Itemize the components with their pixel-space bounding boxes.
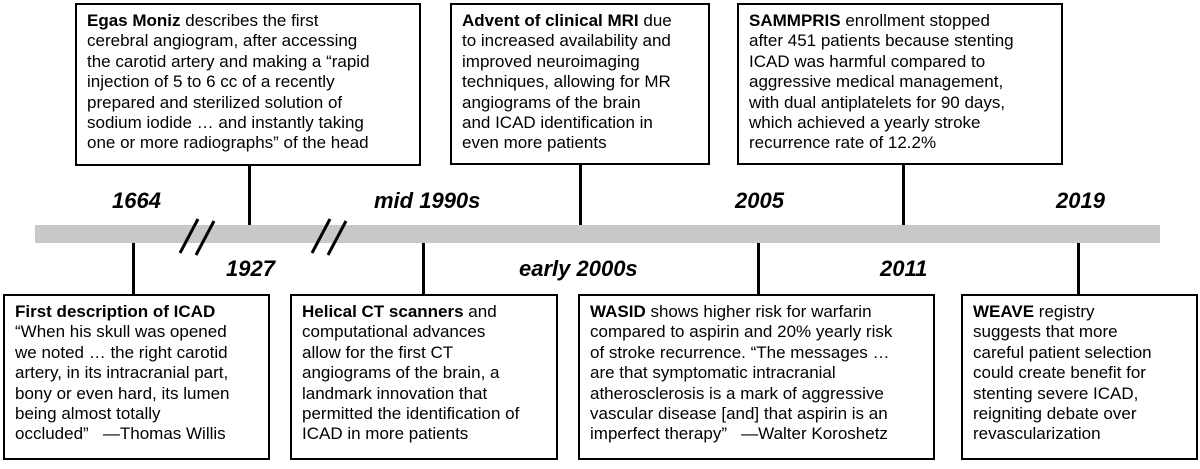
event-text-line: vascular disease [and] that aspirin is an bbox=[590, 404, 888, 424]
event-text-line: enrollment stopped bbox=[840, 11, 990, 30]
event-text-line: landmark innovation that bbox=[302, 383, 488, 403]
connector-1927 bbox=[248, 166, 251, 225]
event-label: First description of ICAD bbox=[15, 302, 216, 321]
event-text-line: suggests that more bbox=[973, 322, 1118, 342]
connector-2019 bbox=[1077, 243, 1080, 294]
event-text-line: registry bbox=[1034, 302, 1095, 321]
connector-2005 bbox=[757, 243, 760, 294]
event-text-line: aggressive medical management, bbox=[749, 72, 1004, 92]
event-text-line: atherosclerosis is a mark of aggressive bbox=[590, 383, 884, 403]
event-text-line: recurrence rate of 12.2% bbox=[749, 133, 937, 153]
event-label: SAMMPRIS bbox=[749, 11, 841, 30]
event-box-mid1990s bbox=[290, 294, 558, 460]
event-text-line: occluded” —Thomas Willis bbox=[15, 424, 226, 444]
axis-break-mark bbox=[176, 215, 220, 259]
event-text-line: sodium iodide … and instantly taking bbox=[87, 113, 364, 133]
event-text-line: even more patients bbox=[462, 133, 607, 153]
event-box-1927 bbox=[75, 3, 421, 166]
event-text-line: injection of 5 to 6 cc of a recently bbox=[87, 72, 335, 92]
connector-mid1990s bbox=[422, 243, 425, 294]
event-text-line: could create benefit for bbox=[973, 363, 1146, 383]
year-label: 1664 bbox=[112, 188, 161, 213]
event-box-early2000s bbox=[450, 3, 710, 165]
event-text-line: of stroke recurrence. “The messages … bbox=[590, 342, 890, 362]
event-text-line: allow for the first CT bbox=[302, 342, 454, 362]
event-label: WEAVE bbox=[973, 302, 1035, 321]
event-box-1664 bbox=[3, 294, 270, 460]
event-text-line: being almost totally bbox=[15, 404, 161, 424]
event-text-line: we noted … the right carotid bbox=[15, 342, 228, 362]
event-text-line: reigniting debate over bbox=[973, 404, 1137, 424]
event-text-line: prepared and sterilized solution of bbox=[87, 92, 343, 112]
event-label: WASID bbox=[590, 302, 646, 321]
connector-early2000s bbox=[579, 165, 582, 225]
year-label: 2005 bbox=[735, 188, 784, 213]
event-text-line: and bbox=[463, 302, 497, 321]
event-text-line: compared to aspirin and 20% yearly risk bbox=[590, 322, 893, 342]
event-label: Advent of clinical MRI bbox=[462, 11, 639, 30]
event-text-line: describes the first bbox=[180, 11, 319, 30]
event-text-line: the carotid artery and making a “rapid bbox=[87, 51, 370, 71]
event-label: Egas Moniz bbox=[87, 11, 181, 30]
event-text-line: one or more radiographs” of the head bbox=[87, 133, 369, 153]
event-text-line: are that symptomatic intracranial bbox=[590, 363, 836, 383]
year-label: early 2000s bbox=[519, 256, 638, 281]
event-text-line: angiograms of the brain bbox=[462, 92, 641, 112]
event-text-line: revascularization bbox=[973, 424, 1101, 444]
event-text-line: permitted the identification of bbox=[302, 404, 520, 424]
event-text-line: cerebral angiogram, after accessing bbox=[87, 31, 358, 51]
event-label: Helical CT scanners bbox=[302, 302, 464, 321]
event-text-line: computational advances bbox=[302, 322, 486, 342]
year-label: mid 1990s bbox=[374, 188, 481, 213]
connector-1664 bbox=[132, 243, 135, 294]
event-text-line: improved neuroimaging bbox=[462, 51, 640, 71]
event-text-line: and ICAD identification in bbox=[462, 113, 653, 133]
event-text-line: after 451 patients because stenting bbox=[749, 31, 1014, 51]
event-text-line: due bbox=[638, 11, 672, 30]
event-text-line: shows higher risk for warfarin bbox=[645, 302, 872, 321]
event-text-line: artery, in its intracranial part, bbox=[15, 363, 229, 383]
event-text-line: angiograms of the brain, a bbox=[302, 363, 500, 383]
event-text-line: bony or even hard, its lumen bbox=[15, 383, 230, 403]
event-text-line: techniques, allowing for MR bbox=[462, 72, 671, 92]
event-text-line: ICAD in more patients bbox=[302, 424, 469, 444]
year-label: 1927 bbox=[226, 256, 275, 281]
event-text-line: stenting severe ICAD, bbox=[973, 383, 1139, 403]
event-text-line: with dual antiplatelets for 90 days, bbox=[749, 92, 1006, 112]
event-box-2019 bbox=[961, 294, 1198, 460]
year-label: 2019 bbox=[1056, 188, 1105, 213]
event-text-line: “When his skull was opened bbox=[15, 322, 227, 342]
event-text-line: careful patient selection bbox=[973, 342, 1152, 362]
event-text-line: which achieved a yearly stroke bbox=[749, 113, 981, 133]
event-text-line: imperfect therapy” —Walter Koroshetz bbox=[590, 424, 888, 444]
connector-2011 bbox=[902, 165, 905, 225]
axis-break-mark bbox=[308, 215, 352, 259]
year-label: 2011 bbox=[880, 256, 928, 281]
event-box-2011 bbox=[737, 3, 1063, 165]
event-text-line: to increased availability and bbox=[462, 31, 671, 51]
event-box-2005 bbox=[578, 294, 935, 460]
event-text-line: ICAD was harmful compared to bbox=[749, 51, 986, 71]
